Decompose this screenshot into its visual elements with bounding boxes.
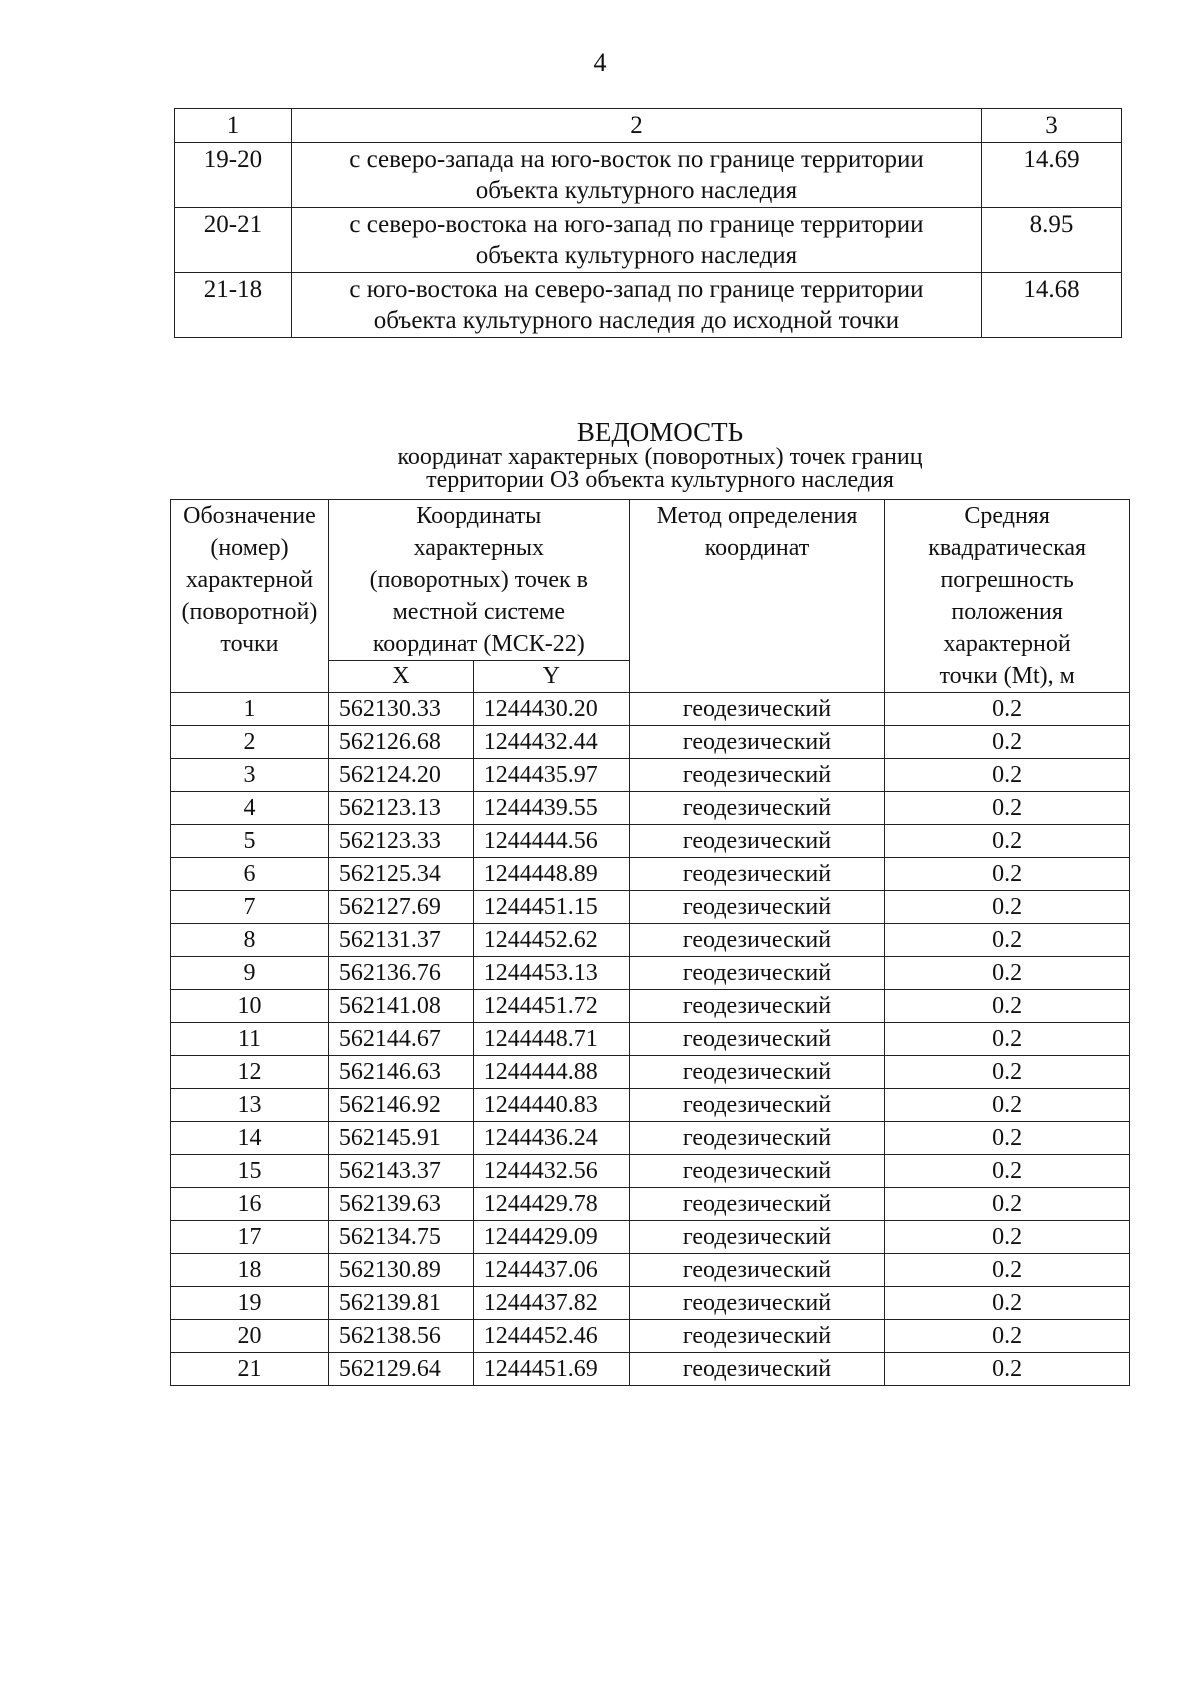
coord-y: 1244452.46: [473, 1320, 629, 1353]
method-cell: геодезический: [629, 957, 885, 990]
coord-y: 1244439.55: [473, 792, 629, 825]
method-cell: геодезический: [629, 1155, 885, 1188]
segment-length: 14.69: [982, 143, 1122, 208]
coord-x: 562143.37: [328, 1155, 473, 1188]
segments-header-col1: 1: [175, 109, 292, 143]
segment-description-line: объекта культурного наследия: [475, 177, 798, 204]
mean-error-cell: 0.2: [885, 1320, 1130, 1353]
coord-y: 1244435.97: [473, 759, 629, 792]
table-row: [171, 1254, 1130, 1287]
mean-error-cell: 0.2: [885, 1188, 1130, 1221]
table-row: [171, 1221, 1130, 1254]
point-number: 3: [171, 759, 329, 792]
statement-title: ВЕДОМОСТЬ: [576, 417, 744, 447]
point-number: 5: [171, 825, 329, 858]
method-cell: геодезический: [629, 1221, 885, 1254]
mean-error-cell: 0.2: [885, 1089, 1130, 1122]
table-row: [171, 891, 1130, 924]
coord-y: 1244437.06: [473, 1254, 629, 1287]
segment-length: 8.95: [982, 208, 1122, 273]
point-number: 21: [171, 1353, 329, 1386]
coord-x: 562136.76: [328, 957, 473, 990]
mean-error-cell: 0.2: [885, 1221, 1130, 1254]
coord-y: 1244453.13: [473, 957, 629, 990]
segment-description-line: объекта культурного наследия: [475, 242, 798, 269]
table-row: [171, 792, 1130, 825]
statement-title-block: [300, 418, 1020, 492]
coord-x: 562138.56: [328, 1320, 473, 1353]
coord-y: 1244440.83: [473, 1089, 629, 1122]
table-row: [171, 924, 1130, 957]
method-cell: геодезический: [629, 1089, 885, 1122]
mean-error-cell: 0.2: [885, 1353, 1130, 1386]
page-number: 4: [593, 48, 607, 77]
segments-header-col2: 2: [291, 109, 981, 143]
point-number: 20: [171, 1320, 329, 1353]
coord-x: 562123.13: [328, 792, 473, 825]
coord-y: 1244429.09: [473, 1221, 629, 1254]
table-row: [171, 1188, 1130, 1221]
coord-x: 562129.64: [328, 1353, 473, 1386]
segment-description-line: с северо-запада на юго-восток по границе территории: [349, 146, 924, 173]
mean-error-cell: 0.2: [885, 825, 1130, 858]
method-cell: геодезический: [629, 1122, 885, 1155]
header-coordinates: Координаты характерных (поворотных) точек в местной системе координат (МСК-22): [328, 500, 629, 661]
mean-error-cell: 0.2: [885, 1122, 1130, 1155]
segment-description: [291, 273, 981, 338]
segment-row: [175, 143, 1122, 208]
coord-y: 1244451.69: [473, 1353, 629, 1386]
table-row: [171, 1287, 1130, 1320]
segment-description-line: с юго-востока на северо-запад по границе территории: [349, 276, 924, 303]
coord-x: 562134.75: [328, 1221, 473, 1254]
mean-error-cell: 0.2: [885, 1155, 1130, 1188]
point-number: 13: [171, 1089, 329, 1122]
statement-subtitle-line: территории ОЗ объекта культурного наследия: [426, 467, 894, 493]
segment-description: [291, 143, 981, 208]
point-number: 7: [171, 891, 329, 924]
coord-y: 1244452.62: [473, 924, 629, 957]
table-row: [171, 1155, 1130, 1188]
method-cell: геодезический: [629, 1254, 885, 1287]
coord-x: 562124.20: [328, 759, 473, 792]
segment-id: 20-21: [175, 208, 292, 273]
coord-y: 1244429.78: [473, 1188, 629, 1221]
header-method: Метод определения координат: [629, 500, 885, 693]
coord-x: 562126.68: [328, 726, 473, 759]
method-cell: геодезический: [629, 990, 885, 1023]
mean-error-cell: 0.2: [885, 957, 1130, 990]
table-row: [171, 693, 1130, 726]
segment-description: [291, 208, 981, 273]
coord-x: 562131.37: [328, 924, 473, 957]
coord-x: 562146.63: [328, 1056, 473, 1089]
coord-x: 562139.81: [328, 1287, 473, 1320]
table-row: [171, 990, 1130, 1023]
segments-header-row: [175, 109, 1122, 143]
method-cell: геодезический: [629, 1056, 885, 1089]
method-cell: геодезический: [629, 891, 885, 924]
coord-y: 1244451.72: [473, 990, 629, 1023]
table-row: [171, 858, 1130, 891]
method-cell: геодезический: [629, 924, 885, 957]
coord-y: 1244430.20: [473, 693, 629, 726]
mean-error-cell: 0.2: [885, 858, 1130, 891]
point-number: 15: [171, 1155, 329, 1188]
table-row: [171, 1056, 1130, 1089]
point-number: 14: [171, 1122, 329, 1155]
segments-table: [174, 108, 1122, 338]
point-number: 4: [171, 792, 329, 825]
coord-x: 562125.34: [328, 858, 473, 891]
method-cell: геодезический: [629, 726, 885, 759]
point-number: 10: [171, 990, 329, 1023]
coord-y: 1244437.82: [473, 1287, 629, 1320]
segment-row: [175, 273, 1122, 338]
segment-id: 21-18: [175, 273, 292, 338]
coord-y: 1244448.89: [473, 858, 629, 891]
header-y: Y: [473, 661, 629, 693]
mean-error-cell: 0.2: [885, 1023, 1130, 1056]
coord-y: 1244436.24: [473, 1122, 629, 1155]
segment-id: 19-20: [175, 143, 292, 208]
coord-y: 1244444.88: [473, 1056, 629, 1089]
coord-x: 562127.69: [328, 891, 473, 924]
mean-error-cell: 0.2: [885, 759, 1130, 792]
method-cell: геодезический: [629, 792, 885, 825]
table-row: [171, 759, 1130, 792]
segment-description-line: с северо-востока на юго-запад по границе территории: [349, 211, 924, 238]
mean-error-cell: 0.2: [885, 726, 1130, 759]
coord-y: 1244444.56: [473, 825, 629, 858]
coord-x: 562130.33: [328, 693, 473, 726]
coord-x: 562145.91: [328, 1122, 473, 1155]
coordinates-header-row: [171, 500, 1130, 661]
method-cell: геодезический: [629, 759, 885, 792]
mean-error-cell: 0.2: [885, 891, 1130, 924]
method-cell: геодезический: [629, 1320, 885, 1353]
point-number: 1: [171, 693, 329, 726]
table-row: [171, 957, 1130, 990]
table-row: [171, 1122, 1130, 1155]
coord-y: 1244451.15: [473, 891, 629, 924]
header-mean-error: Средняя квадратическая погрешность положения характерной точки (Mt), м: [885, 500, 1130, 693]
header-point-designation: Обозначение (номер) характерной (поворотной) точки: [171, 500, 329, 693]
point-number: 2: [171, 726, 329, 759]
table-row: [171, 1023, 1130, 1056]
coord-x: 562130.89: [328, 1254, 473, 1287]
segment-length: 14.68: [982, 273, 1122, 338]
coord-x: 562146.92: [328, 1089, 473, 1122]
mean-error-cell: 0.2: [885, 1254, 1130, 1287]
method-cell: геодезический: [629, 825, 885, 858]
mean-error-cell: 0.2: [885, 990, 1130, 1023]
coordinates-body: [171, 693, 1130, 1386]
method-cell: геодезический: [629, 1287, 885, 1320]
point-number: 19: [171, 1287, 329, 1320]
coord-y: 1244432.56: [473, 1155, 629, 1188]
point-number: 8: [171, 924, 329, 957]
coord-x: 562139.63: [328, 1188, 473, 1221]
coordinates-table: [170, 499, 1130, 1386]
segments-header-col3: 3: [982, 109, 1122, 143]
coord-y: 1244448.71: [473, 1023, 629, 1056]
point-number: 12: [171, 1056, 329, 1089]
table-row: [171, 1089, 1130, 1122]
coord-x: 562144.67: [328, 1023, 473, 1056]
point-number: 16: [171, 1188, 329, 1221]
mean-error-cell: 0.2: [885, 1287, 1130, 1320]
table-row: [171, 726, 1130, 759]
point-number: 11: [171, 1023, 329, 1056]
method-cell: геодезический: [629, 693, 885, 726]
point-number: 6: [171, 858, 329, 891]
method-cell: геодезический: [629, 858, 885, 891]
point-number: 18: [171, 1254, 329, 1287]
header-x: X: [328, 661, 473, 693]
mean-error-cell: 0.2: [885, 1056, 1130, 1089]
point-number: 17: [171, 1221, 329, 1254]
table-row: [171, 1353, 1130, 1386]
mean-error-cell: 0.2: [885, 693, 1130, 726]
method-cell: геодезический: [629, 1023, 885, 1056]
segment-description-line: объекта культурного наследия до исходной точки: [373, 307, 900, 334]
mean-error-cell: 0.2: [885, 792, 1130, 825]
method-cell: геодезический: [629, 1353, 885, 1386]
point-number: 9: [171, 957, 329, 990]
coord-x: 562141.08: [328, 990, 473, 1023]
mean-error-cell: 0.2: [885, 924, 1130, 957]
statement-subtitle-line: координат характерных (поворотных) точек границ: [397, 444, 923, 470]
method-cell: геодезический: [629, 1188, 885, 1221]
coord-y: 1244432.44: [473, 726, 629, 759]
segment-row: [175, 208, 1122, 273]
table-row: [171, 825, 1130, 858]
coord-x: 562123.33: [328, 825, 473, 858]
table-row: [171, 1320, 1130, 1353]
